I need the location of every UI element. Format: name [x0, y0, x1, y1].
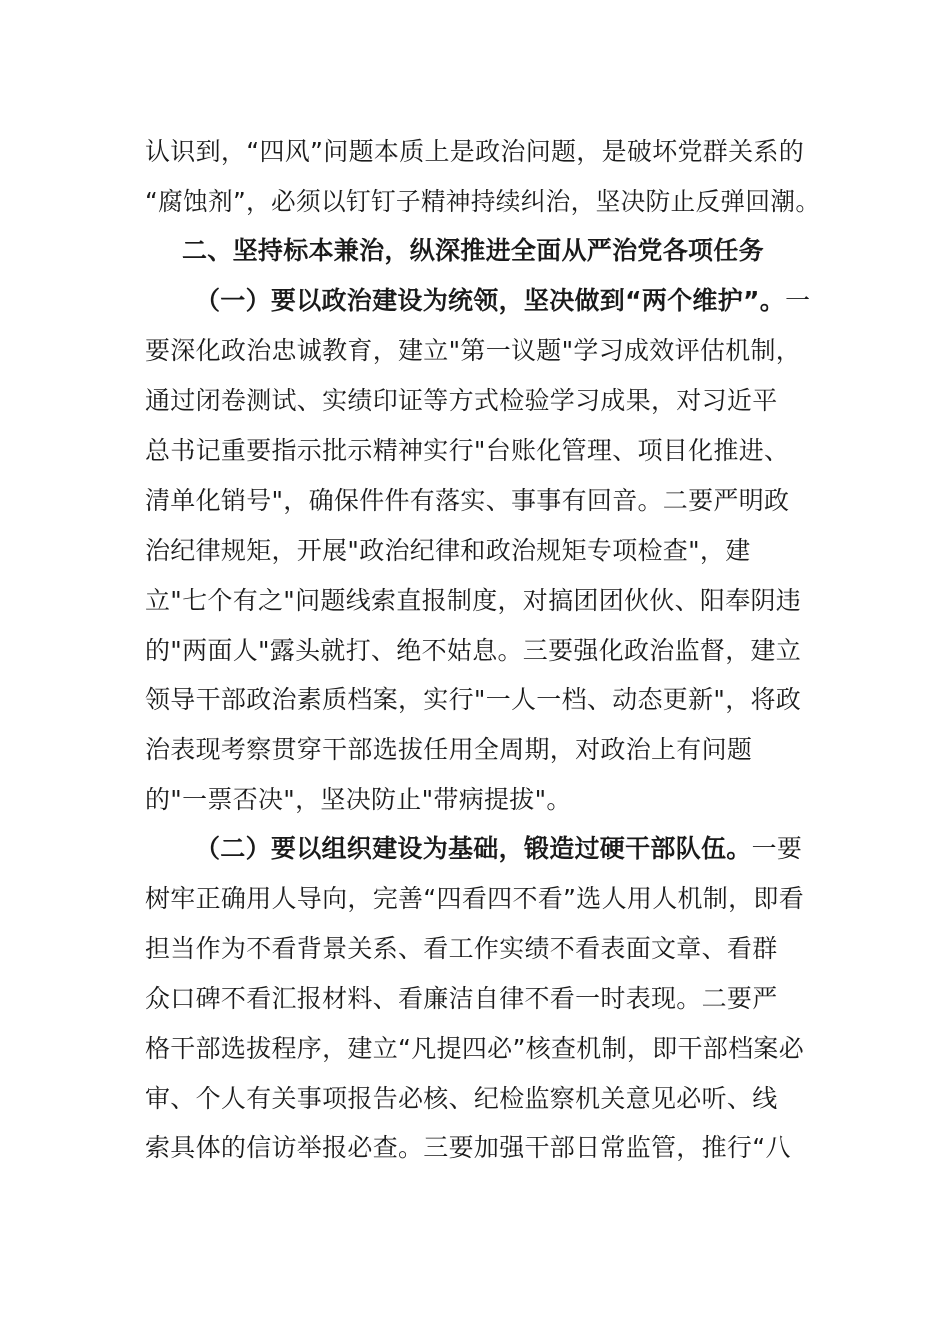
paragraph-line: 的"一票否决"，坚决防止"带病提拔"。: [145, 785, 572, 814]
subsection-heading: （二）要以组织建设为基础，锻造过硬干部队伍。: [195, 834, 752, 863]
paragraph-line: 的"两面人"露头就打、绝不姑息。三要强化政治监督，建立: [145, 636, 802, 665]
section-heading: 二、坚持标本兼治，纵深推进全面从严治党各项任务: [182, 236, 764, 265]
paragraph-text: 一: [785, 286, 811, 315]
paragraph-line: 树牢正确用人导向，完善“四看四不看”选人用人机制，即看: [145, 884, 805, 913]
paragraph-line: 通过闭卷测试、实绩印证等方式检验学习成果，对习近平: [145, 386, 778, 415]
subsection-lead-line: [195, 281, 810, 321]
paragraph-line: 审、个人有关事项报告必核、纪检监察机关意见必听、线: [145, 1084, 778, 1113]
paragraph-line: 领导干部政治素质档案，实行"一人一档、动态更新"，将政: [145, 685, 802, 714]
paragraph-line: 格干部选拔程序，建立“凡提四必”核查机制，即干部档案必: [145, 1034, 805, 1063]
paragraph-line: 治表现考察贯穿干部选拔任用全周期，对政治上有问题: [145, 735, 753, 764]
paragraph-line: 清单化销号"，确保件件有落实、事事有回音。二要严明政: [145, 486, 790, 515]
paragraph-line: 立"七个有之"问题线索直报制度，对搞团团伙伙、阳奉阴违: [145, 586, 802, 615]
paragraph-line: 索具体的信访举报必查。三要加强干部日常监管，推行“八: [145, 1133, 791, 1162]
subsection-lead-line: [195, 829, 802, 869]
paragraph-line: 众口碑不看汇报材料、看廉洁自律不看一时表现。二要严: [145, 984, 778, 1013]
paragraph-line: 总书记重要指示批示精神实行"台账化管理、项目化推进、: [145, 436, 790, 465]
paragraph-line: “腐蚀剂”，必须以钉钉子精神持续纠治，坚决防止反弹回潮。: [145, 187, 821, 216]
paragraph-line: 认识到，“四风”问题本质上是政治问题，是破坏党群关系的: [145, 137, 805, 166]
paragraph-line: 要深化政治忠诚教育，建立"第一议题"学习成效评估机制，: [145, 336, 802, 365]
paragraph-line: 担当作为不看背景关系、看工作实绩不看表面文章、看群: [145, 934, 778, 963]
paragraph-text: 一要: [751, 834, 803, 863]
paragraph-line: 治纪律规矩，开展"政治纪律和政治规矩专项检查"，建: [145, 536, 751, 565]
subsection-heading: （一）要以政治建设为统领，坚决做到“两个维护”。: [195, 286, 786, 315]
